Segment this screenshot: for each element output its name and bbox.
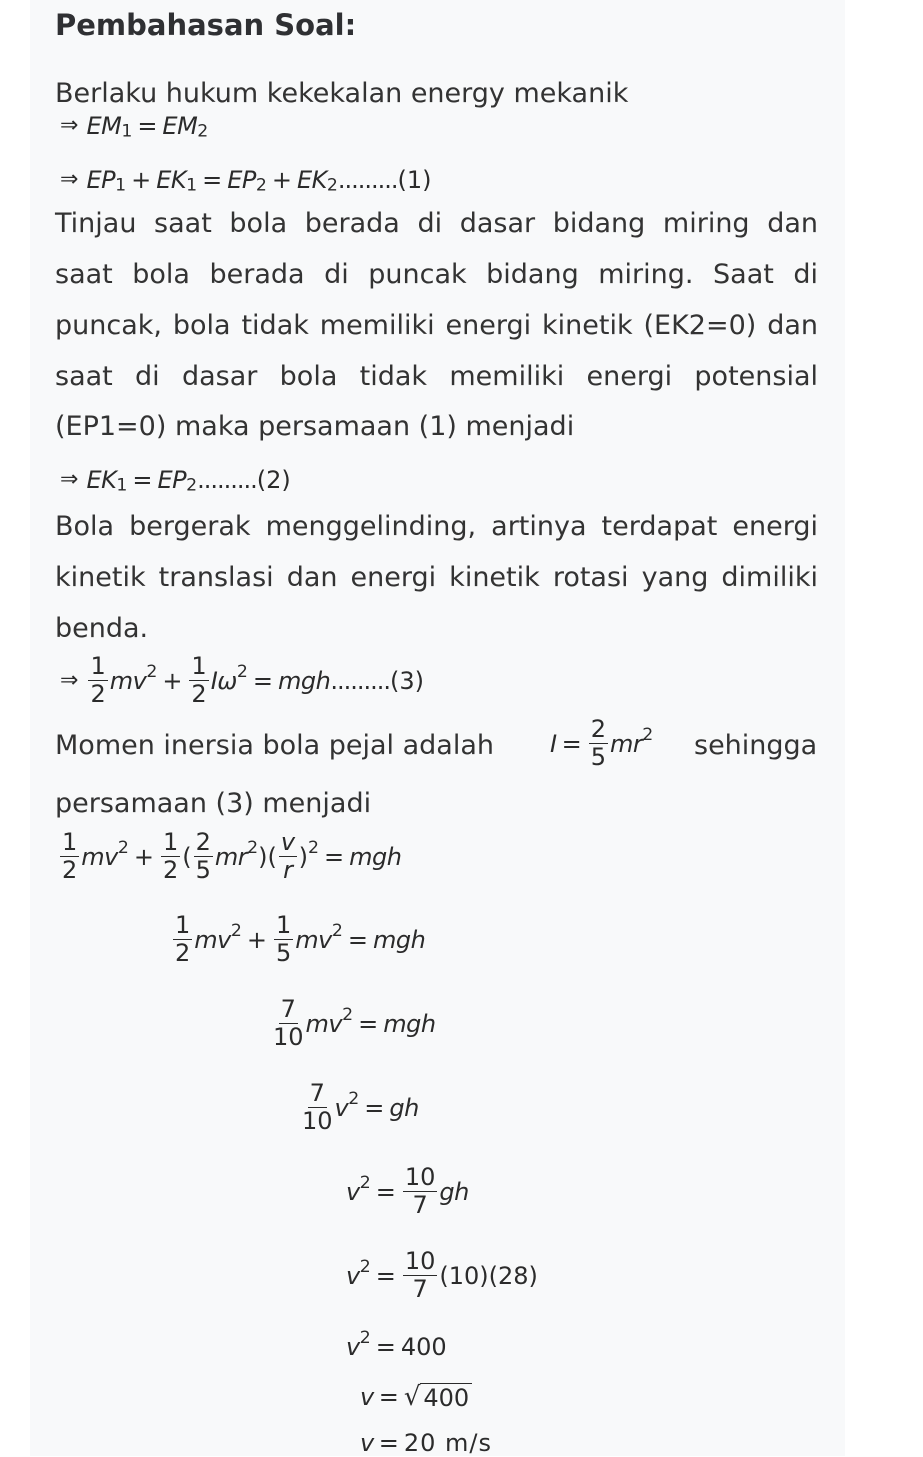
paragraph-line: benda.: [55, 613, 149, 644]
derivation-line-5: v 2 = $\frac{10}{7}$ gh: [346, 1163, 469, 1220]
final-result: 20 m/s: [403, 1429, 492, 1457]
paragraph-line: saat di dasar bola tidak memiliki energi potensial: [55, 361, 818, 392]
equation-1: ⇒ EP 1 + EK 1 = EP 2 + EK 2 ......... (1): [60, 166, 432, 196]
derivation-line-2: $\frac{1}{2}$ mv 2 + $\frac{1}{5}$ mv 2 = mgh: [175, 911, 426, 968]
paragraph-line: Bola bergerak menggelinding, artinya terdapat energi: [55, 511, 818, 542]
eq-label-3: (3): [390, 666, 424, 695]
paragraph-line: sehingga: [694, 730, 818, 761]
derivation-line-7: v 2 = 400: [346, 1328, 447, 1361]
equation-3: ⇒ $\frac{1}{2}$ mv 2 + $\frac{1}{2}$ Iω 2 = mgh ......... (3): [60, 652, 424, 709]
section-title: Pembahasan Soal:: [55, 8, 357, 42]
paragraph-line: kinetik translasi dan energi kinetik rotasi yang dimiliki: [55, 562, 818, 593]
derivation-line-6: v 2 = $\frac{10}{7}$ (10)(28): [346, 1247, 538, 1304]
paragraph-line: persamaan (3) menjadi: [55, 788, 372, 819]
derivation-line-9: v = 20 m/s: [360, 1429, 492, 1457]
equation-2: ⇒ EK 1 = EP 2 ......... (2): [60, 466, 291, 496]
eq-label-2: (2): [256, 466, 291, 494]
derivation-line-4: $\frac{7}{10}$ v 2 = gh: [302, 1079, 419, 1136]
radicand: 400: [420, 1383, 472, 1410]
paragraph-line: Tinjau saat bola berada di dasar bidang miring dan: [55, 208, 818, 239]
inertia-formula: I = $\frac{2}{5}$ mr 2: [550, 715, 654, 772]
derivation-line-1: $\frac{1}{2}$ mv 2 + $\frac{1}{2}$ ( $\frac{2}{5}$ mr 2 )( $\frac{v}{r}$ ) 2 = mgh: [62, 828, 402, 885]
paragraph-line: puncak, bola tidak memiliki energi kinetik (EK2=0) dan: [55, 310, 818, 341]
equation-em: ⇒ EM 1 = EM 2: [60, 112, 209, 142]
v-squared-value: 400: [400, 1333, 447, 1361]
derivation-line-3: $\frac{7}{10}$ mv 2 = mgh: [273, 995, 436, 1052]
paragraph-line: (EP1=0) maka persamaan (1) menjadi: [55, 411, 575, 442]
derivation-line-8: v = √ 400: [360, 1383, 472, 1410]
paragraph-line: saat bola berada di puncak bidang miring. Saat di: [55, 259, 818, 290]
eq-label-1: (1): [397, 166, 432, 194]
paragraph-intro: Berlaku hukum kekekalan energy mekanik: [55, 78, 629, 109]
paragraph-line: Momen inersia bola pejal adalah: [55, 730, 495, 761]
